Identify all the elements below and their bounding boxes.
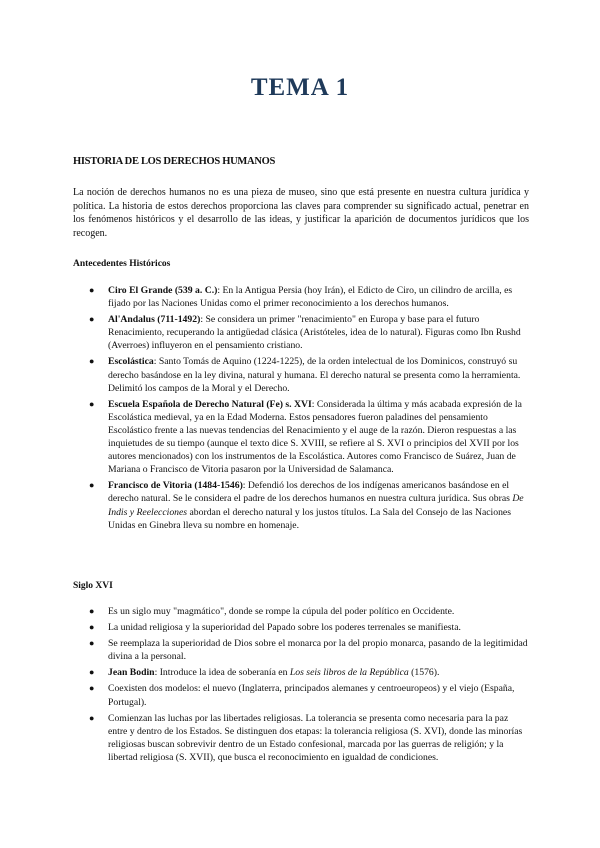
list-item bbox=[89, 284, 528, 310]
bullet-icon: ● bbox=[89, 667, 95, 678]
subheading-antecedentes: Antecedentes Históricos bbox=[73, 259, 171, 269]
list-item bbox=[89, 637, 528, 663]
siglo-xvi-list bbox=[89, 605, 528, 767]
bullet-icon: ● bbox=[89, 606, 95, 616]
item-bold: Escuela Española de Derecho Natural (Fe) s. XVI bbox=[108, 398, 312, 410]
item-text: abordan el derecho natural y los justos títulos. La Sala del Consejo de las Naciones Unidas en Ginebra lleva su nombre en homenaje. bbox=[108, 506, 511, 531]
list-item bbox=[89, 398, 528, 477]
page-title: TEMA 1 bbox=[250, 74, 350, 101]
item-italic: De Indis y Reelecciones bbox=[108, 493, 524, 518]
list-item bbox=[89, 682, 528, 708]
item-text: : En la Antigua Persia (hoy Irán), el Edicto de Ciro, un cilindro de arcilla, es fijado por las Naciones Unidas como el primer reconocimiento a los derechos humanos. bbox=[108, 285, 513, 310]
item-bold: Jean Bodin bbox=[108, 667, 155, 679]
item-text: : Considerada la última y más acabada expresión de la Escolástica medieval, ya en la Edad Moderna. Estos pensadores fueron paladines del pensamiento Escolástico frente a las nuevas tendencias del Renacimiento y el auge de la razón. Dieron respuestas a las inquietudes de su tiempo (aunque el texto dice S. XVIII, se refiere al S. XVI o principios del XVII por los autores mencionados) con los instrumentos de la Escolástica. Autores como Francisco de Suárez, Juan de Mariana o Francisco de Vitoria pasaron por la Universidad de Salamanca. bbox=[108, 398, 522, 476]
item-text: Coexisten dos modelos: el nuevo (Inglaterra, principados alemanes y centroeuropeos) y el viejo (España, Portugal). bbox=[108, 683, 515, 708]
antecedentes-list bbox=[89, 284, 528, 535]
item-text: Se reemplaza la superioridad de Dios sobre el monarca por la del propio monarca, pasando de la legitimidad divina a la personal. bbox=[108, 638, 528, 663]
intro-paragraph: La noción de derechos humanos no es una pieza de museo, sino que está presente en nuestra cultura jurídica y política. La historia de estos derechos proporciona las claves para comprender su significado actual, penetrar en los fenómenos históricos y el desarrollo de las ideas, y justificar la aparición de documentos jurídicos que los recogen. bbox=[73, 187, 529, 239]
list-item bbox=[89, 313, 528, 352]
list-item bbox=[89, 712, 528, 764]
bullet-icon: ● bbox=[89, 622, 95, 633]
item-text: (1576). bbox=[408, 667, 440, 679]
list-item bbox=[89, 479, 528, 531]
list-item bbox=[89, 666, 528, 679]
bullet-icon: ● bbox=[89, 683, 95, 694]
list-item bbox=[89, 621, 528, 634]
bullet-icon: ● bbox=[89, 285, 95, 295]
list-item bbox=[89, 605, 528, 618]
bullet-icon: ● bbox=[89, 314, 95, 325]
subheading-siglo-xvi: Siglo XVI bbox=[73, 581, 113, 591]
item-bold: Ciro El Grande (539 a. C.) bbox=[108, 285, 218, 296]
item-bold: Francisco de Vitoria (1484-1546) bbox=[108, 480, 243, 492]
item-text: : Introduce la idea de soberanía en bbox=[154, 667, 290, 679]
bullet-icon: ● bbox=[89, 356, 95, 367]
item-text: Es un siglo muy "magmático", donde se rompe la cúpula del poder político en Occidente. bbox=[108, 606, 455, 617]
bullet-icon: ● bbox=[89, 398, 95, 409]
item-text: : Defendió los derechos de los indígenas americanos basándose en el derecho natural. Se le considera el padre de los derechos humanos en nuestra cultura jurídica. Sus obras bbox=[108, 480, 513, 505]
bullet-icon: ● bbox=[89, 638, 95, 649]
item-italic: Los seis libros de la República bbox=[289, 667, 409, 679]
item-text: Comienzan las luchas por las libertades religiosas. La tolerancia se presenta como necesaria para la paz entre y dentro de los Estados. Se distinguen dos etapas: la tolerancia religiosa (S. XVI), donde las minorías religiosas buscan sobrevivir dentro de un Estado confesional, marcada por las guerras de religión; y la libertad religiosa (S. XVII), que busca el reconocimiento en igualdad de condiciones. bbox=[108, 712, 523, 763]
bullet-icon: ● bbox=[89, 712, 95, 723]
item-bold: Escolástica bbox=[108, 356, 154, 368]
item-text: La unidad religiosa y la superioridad del Papado sobre los poderes terrenales se manifiesta. bbox=[108, 622, 461, 634]
section-heading: HISTORIA DE LOS DERECHOS HUMANOS bbox=[73, 156, 276, 167]
bullet-icon: ● bbox=[89, 480, 95, 491]
item-bold: Al'Andalus (711-1492) bbox=[108, 314, 201, 326]
list-item bbox=[89, 355, 528, 394]
item-text: : Santo Tomás de Aquino (1224-1225), de la orden intelectual de los Dominicos, construyó su derecho basándose en la ley divina, natural y humana. El derecho natural se presenta como la herramienta. Delimitó los campos de la Moral y el Derecho. bbox=[108, 356, 521, 394]
item-text: : Se considera un primer "renacimiento" en Europa y base para el futuro Renacimiento, recuperando la antigüedad clásica (Aristóteles, idea de lo natural). Figuras como Ibn Rushd (Averroes) influyeron en el pensamiento cristiano. bbox=[108, 314, 521, 352]
